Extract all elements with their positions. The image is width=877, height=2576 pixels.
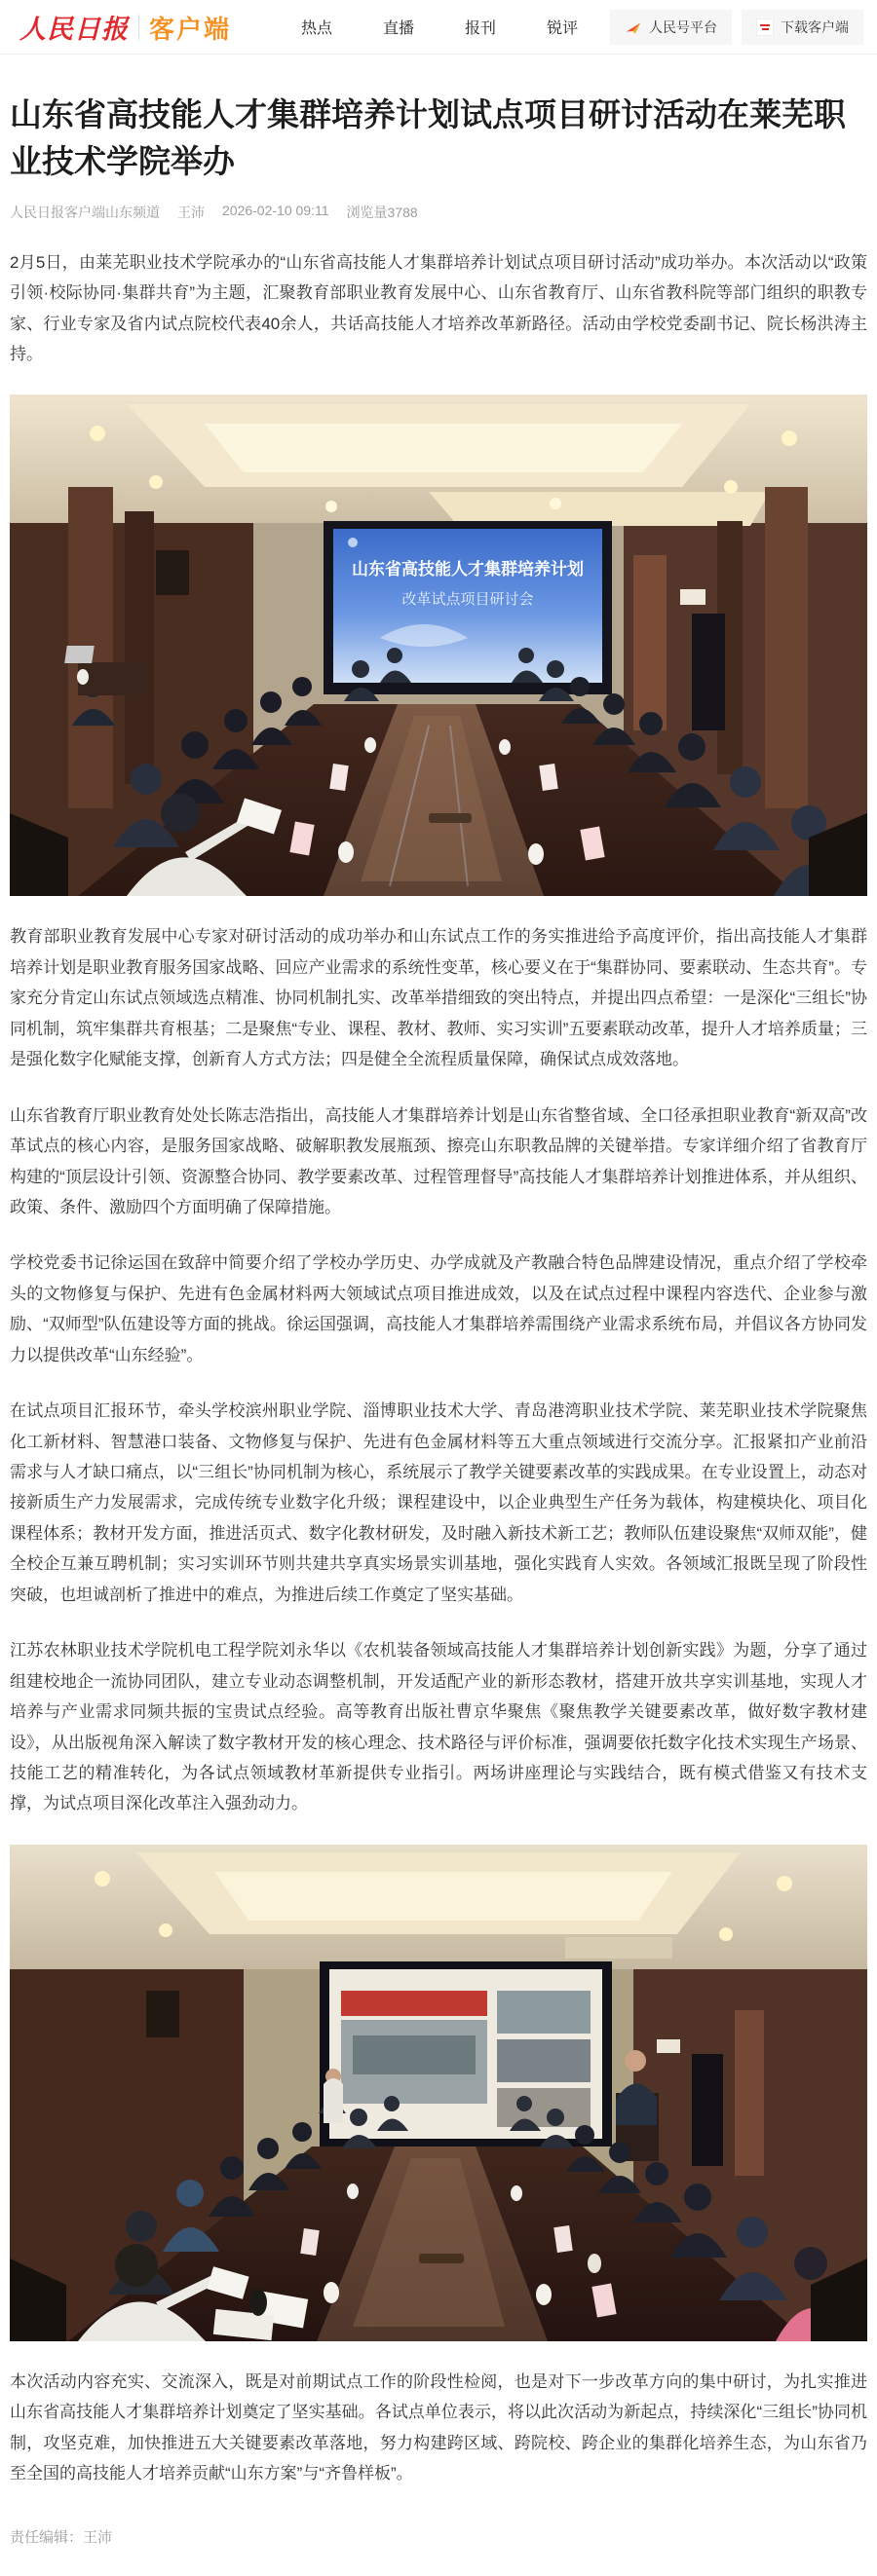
download-client-button[interactable] [742, 10, 863, 45]
platform-button-label: 人民号平台 [649, 19, 717, 35]
article-paragraph: 2月5日，由莱芜职业技术学院承办的“山东省高技能人才集群培养计划试点项目研讨活动”成功举办。本次活动以“政策引领·校际协同·集群共育”为主题，汇聚教育部职业教育发展中心、山东省教育厅、山东省教科院等部门组织的职教专家、行业专家及省内试点院校代表40余人，共话高技能人才培养改革新路径。活动由学校党委副书记、院长杨洪涛主持。 [10, 252, 867, 363]
photo-conference-room-presentation [10, 1845, 867, 2341]
article-paragraph: 江苏农林职业技术学院机电工程学院刘永华以《农机装备领域高技能人才集群培养计划创新实践》为题，分享了通过组建校地企一流协同团队，建立专业动态调整机制，开发适配产业的新形态教材，搭建开放共享实训基地，实现人才培养与产业需求同频共振的宝贵试点经验。高等教育出版社曹京华聚焦《聚焦教学关键要素改革，做好数字教材建设》，从出版视角深入解读了数字教材开发的核心理念、技术路径与评价标准，强调要依托数字化技术实现生产场景、技能工艺的精准转化，为各试点领域教材革新提供专业指引。两场讲座理论与实践结合，既有模式借鉴又有技术支撑，为试点项目深化改革注入强劲动力。 [10, 1641, 867, 1813]
editor-credit: 责任编辑：王沛 [10, 2528, 113, 2546]
article-paragraph: 教育部职业教育发展中心专家对研讨活动的成功举办和山东试点工作的务实推进给予高度评价，指出高技能人才集群培养计划是职业教育服务国家战略、回应产业需求的系统性变革，核心要义在于“集群协同、要素联动、生态共育”。专家充分肯定山东试点领域选点精准、协同机制扎实、改革举措细致的突出特点，并提出四点希望：一是深化“三组长”协同机制，筑牢集群共育根基；二是聚焦“专业、课程、教材、教师、实习实训”五要素联动改革，提升人才培养质量；三是强化数字化赋能支撑，创新育人方式方法；四是健全全流程质量保障，确保试点成效落地。 [10, 927, 867, 1069]
download-button-label: 下载客户端 [781, 19, 849, 35]
article-paragraph: 学校党委书记徐运国在致辞中简要介绍了学校办学历史、办学成就及产教融合特色品牌建设情况，重点介绍了学校牵头的文物修复与保护、先进有色金属材料两大领域试点项目推进成效，以及在试点过程中课程内容迭代、企业参与激励、“双师型”队伍建设等方面的挑战。徐运国强调，高技能人才集群培养需围绕产业需求系统布局，并倡议各方协同发力以提供改革“山东经验”。 [10, 1253, 867, 1364]
nav-item-hotspot[interactable]: 热点 [301, 20, 333, 37]
top-navigation-bar [0, 0, 877, 55]
screen-title-line1: 山东省高技能人才集群培养计划 [352, 560, 584, 579]
main-nav [301, 16, 578, 38]
article-datetime: 2026-02-10 09:11 [222, 202, 329, 218]
people-daily-logo-text: 人民日报 [19, 15, 129, 45]
nav-item-press[interactable]: 报刊 [465, 20, 497, 37]
photo-conference-room-blue-screen [10, 394, 867, 896]
article-meta [10, 203, 867, 222]
article-paragraph: 在试点项目汇报环节，牵头学校滨州职业学院、淄博职业技术大学、青岛港湾职业技术学院、莱芜职业技术学院聚焦化工新材料、智慧港口装备、文物修复与保护、先进有色金属材料等五大重点领域进行交流分享。汇报紧扣产业前沿需求与人才缺口痛点，以“三组长”协同机制为核心，系统展示了教学关键要素改革的实践成果。在专业设置上，动态对接新质生产力发展需求，完成传统专业数字化升级；课程建设中，以企业典型生产任务为载体，构建模块化、项目化课程体系；教材开发方面，推进活页式、数字化教材研发，及时融入新技术新工艺；教师队伍建设聚焦“双师双能”，健全校企互兼互聘机制；实习实训环节则共建共享真实场景实训基地，强化实践育人实效。各领域汇报既呈现了阶段性突破，也坦诚剖析了推进中的难点，为推进后续工作奠定了坚实基础。 [10, 1401, 867, 1604]
nav-item-commentary[interactable]: 锐评 [547, 20, 579, 37]
client-logo-text: 客户端 [149, 15, 232, 44]
screen-title-line2: 改革试点项目研讨会 [401, 591, 534, 609]
people-daily-logo[interactable] [19, 8, 231, 46]
article-author: 王沛 [177, 204, 205, 220]
article-paragraph: 本次活动内容充实、交流深入，既是对前期试点工作的阶段性检阅，也是对下一步改革方向的集中研讨，为扎实推进山东省高技能人才集群培养计划奠定了坚实基础。各试点单位表示，将以此次活动为新起点，持续深化“三组长”协同机制，攻坚克难，加快推进五大关键要素改革落地，努力构建跨区域、跨院校、跨企业的集群化培养生态，为山东省乃至全国的高技能人才培养贡献“山东方案”与“齐鲁样板”。 [10, 2371, 867, 2483]
logo-divider [138, 15, 139, 40]
people-daily-app-icon [756, 19, 774, 36]
nav-item-live[interactable]: 直播 [383, 20, 415, 37]
conference-photo-2-illustration [10, 1845, 867, 2341]
conference-photo-1-illustration [10, 394, 867, 896]
article-container [0, 92, 877, 2547]
people-account-platform-button[interactable] [610, 10, 732, 45]
article-paragraph: 山东省教育厅职业教育处处长陈志浩指出，高技能人才集群培养计划是山东省整省域、全口径承担职业教育“新双高”改革试点的核心内容，是服务国家战略、破解职教发展瓶颈、擦亮山东职教品牌的关键举措。专家详细介绍了省教育厅构建的“顶层设计引领、资源整合协同、教学要素改革、过程管理督导”高技能人才集群培养计划推进体系，并从组织、政策、条件、激励四个方面明确了保障措施。 [10, 1105, 867, 1216]
article-source: 人民日报客户端山东频道 [10, 204, 160, 220]
article-view-count: 浏览量3788 [346, 204, 418, 220]
article-title: 山东省高技能人才集群培养计划试点项目研讨活动在莱芜职业技术学院举办 [10, 96, 846, 179]
paper-plane-icon [625, 19, 642, 36]
